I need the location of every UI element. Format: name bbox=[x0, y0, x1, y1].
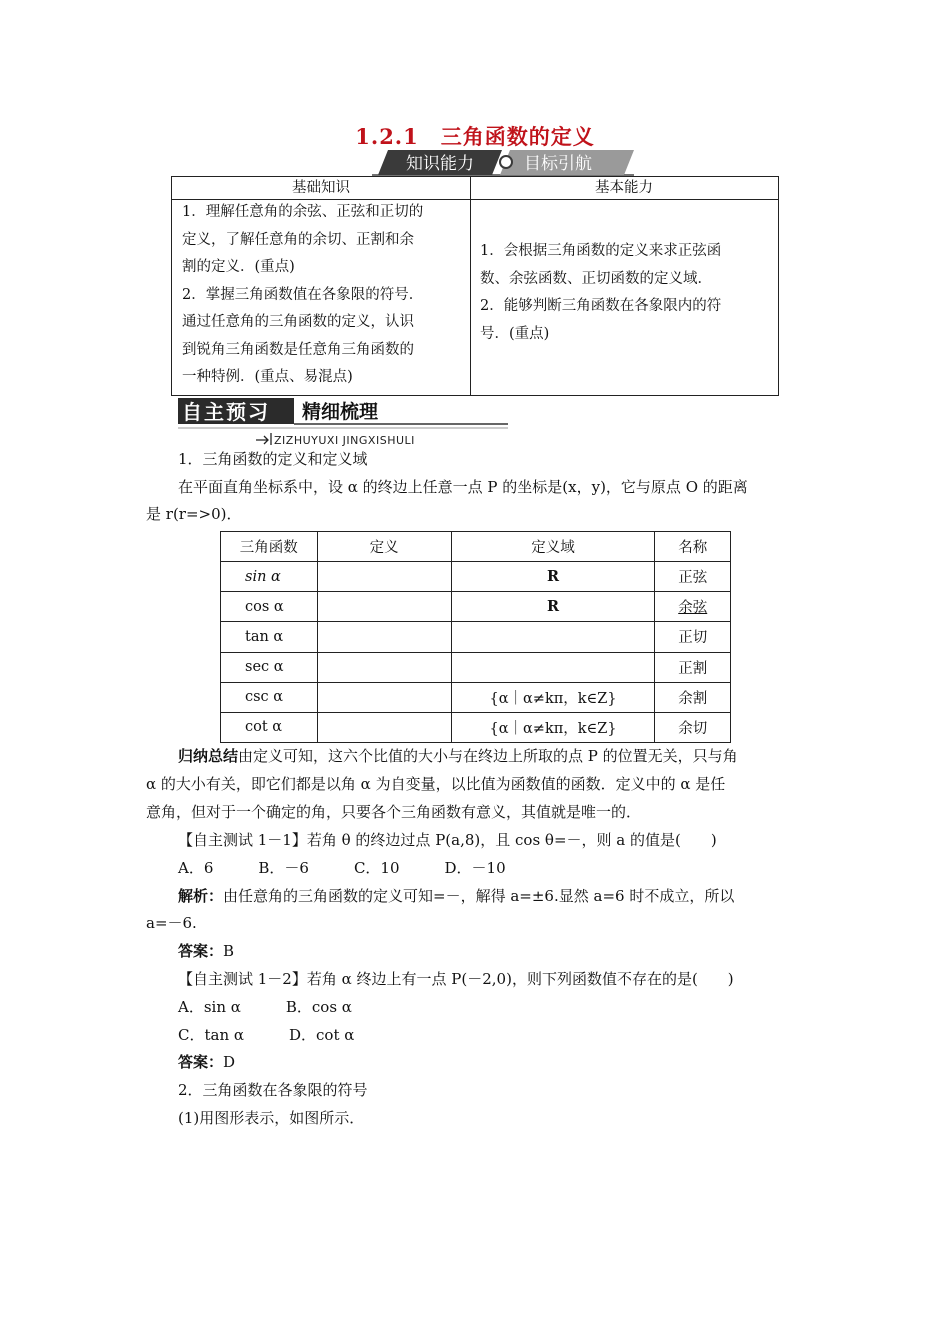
table-header-cell: 名称 bbox=[655, 532, 731, 562]
learning-goals-table bbox=[171, 176, 779, 396]
function-cell: cos α bbox=[221, 592, 318, 622]
banner-left-text: 知识能力 bbox=[406, 154, 474, 174]
name-cell: 正割 bbox=[655, 652, 731, 682]
table-row bbox=[221, 562, 731, 592]
column-divider bbox=[470, 177, 471, 395]
analysis-line bbox=[178, 885, 734, 906]
domain-cell: {α｜α≠kπ，k∈Z} bbox=[451, 712, 655, 742]
trig-definition-table bbox=[220, 531, 731, 743]
knowledge-line: 通过任意角的三角函数的定义，认识 bbox=[182, 314, 414, 330]
knowledge-line: 一种特例．(重点、易混点) bbox=[182, 369, 353, 385]
heading-quadrant-signs: 2．三角函数在各象限的符号 bbox=[178, 1081, 368, 1099]
table-header-cell: 定义 bbox=[317, 532, 451, 562]
knowledge-line: 定义，了解任意角的余切、正割和余 bbox=[182, 231, 414, 248]
name-cell: 余割 bbox=[655, 682, 731, 712]
question-1-options: A．6 B．－6 C．10 D．－10 bbox=[178, 859, 506, 877]
definition-cell bbox=[317, 622, 451, 652]
summary-text: 由定义可知，这六个比值的大小与在终边上所取的点 P 的位置无关，只与角 bbox=[238, 747, 738, 765]
question-1: 【自主测试 1－1】若角 θ 的终边过点 P(a,8)，且 cos θ=－，则 a 的值是( ) bbox=[178, 831, 717, 849]
answer-value: B bbox=[223, 942, 235, 960]
domain-cell bbox=[451, 622, 655, 652]
page-title: 1.2.1 三角函数的定义 bbox=[355, 124, 595, 149]
summary-line: 意角，但对于一个确定的角，只要各个三角函数有意义，其值就是唯一的． bbox=[146, 803, 642, 821]
definition-cell bbox=[317, 712, 451, 742]
definition-cell bbox=[317, 592, 451, 622]
answer-value: D bbox=[223, 1053, 236, 1071]
summary-line bbox=[178, 745, 738, 766]
name-cell: 正切 bbox=[655, 622, 731, 652]
knowledge-line: 2．掌握三角函数值在各象限的符号． bbox=[182, 286, 424, 303]
question-2: 【自主测试 1－2】若角 α 终边上有一点 P(－2,0)，则下列函数值不存在的是( ) bbox=[178, 970, 734, 988]
answer-2 bbox=[178, 1051, 235, 1072]
answer-label: 答案： bbox=[178, 1053, 224, 1071]
section-label-a: 自主预习 bbox=[182, 400, 270, 424]
table-row bbox=[221, 682, 731, 712]
paragraph-line: (1)用图形表示，如图所示． bbox=[178, 1109, 365, 1127]
summary-line: α 的大小有关，即它们都是以角 α 为自变量，以比值为函数值的函数．定义中的 α 是任 bbox=[146, 775, 726, 793]
definition-cell bbox=[317, 652, 451, 682]
table-row bbox=[221, 712, 731, 742]
name-cell: 余弦 bbox=[655, 592, 731, 622]
analysis-label: 解析： bbox=[178, 887, 224, 905]
self-study-section-banner bbox=[178, 398, 508, 446]
analysis-line: a=－6. bbox=[146, 914, 197, 932]
knowledge-ability-banner bbox=[372, 148, 634, 176]
name-cell: 余切 bbox=[655, 712, 731, 742]
basic-ability-header: 基本能力 bbox=[470, 177, 778, 200]
definition-cell bbox=[317, 682, 451, 712]
table-row bbox=[221, 592, 731, 622]
ability-line: 2．能够判断三角函数在各象限内的符 bbox=[480, 298, 722, 314]
knowledge-line: 到锐角三角函数是任意角三角函数的 bbox=[182, 341, 414, 358]
domain-cell bbox=[451, 652, 655, 682]
name-cell: 正弦 bbox=[655, 562, 731, 592]
table-row bbox=[221, 652, 731, 682]
basic-knowledge-header: 基础知识 bbox=[172, 177, 470, 200]
section-label-b: 精细梳理 bbox=[302, 401, 379, 423]
function-cell: sin α bbox=[221, 562, 318, 592]
summary-label: 归纳总结 bbox=[178, 747, 239, 765]
function-cell: sec α bbox=[221, 652, 318, 682]
function-cell: cot α bbox=[221, 712, 318, 742]
question-2-options: C．tan α D．cot α bbox=[178, 1026, 355, 1044]
section-pinyin: ZIZHUYUXI JINGXISHULI bbox=[274, 434, 415, 446]
ability-line: 1．会根据三角函数的定义来求正弦函 bbox=[480, 243, 722, 259]
knowledge-list bbox=[182, 199, 423, 392]
paragraph-line: 在平面直角坐标系中，设 α 的终边上任意一点 P 的坐标是(x，y)，它与原点 O 的距离 bbox=[178, 478, 748, 496]
paragraph-line: 是 r(r=>0)． bbox=[146, 505, 242, 523]
definition-cell bbox=[317, 562, 451, 592]
heading-definition: 1．三角函数的定义和定义域 bbox=[178, 450, 368, 468]
function-cell: tan α bbox=[221, 622, 318, 652]
question-2-options: A．sin α B．cos α bbox=[178, 998, 352, 1016]
function-cell: csc α bbox=[221, 682, 318, 712]
table-header-row bbox=[221, 532, 731, 562]
analysis-text: 由任意角的三角函数的定义可知=－，解得 a=±6.显然 a=6 时不成立，所以 bbox=[223, 887, 735, 905]
table-header-cell: 三角函数 bbox=[221, 532, 318, 562]
ability-line: 号．(重点) bbox=[480, 325, 550, 342]
ability-list bbox=[480, 238, 721, 348]
answer-label: 答案： bbox=[178, 942, 224, 960]
table-row bbox=[221, 622, 731, 652]
domain-cell: {α｜α≠kπ，k∈Z} bbox=[451, 682, 655, 712]
ability-line: 数、余弦函数、正切函数的定义域． bbox=[480, 270, 712, 287]
knowledge-line: 1．理解任意角的余弦、正弦和正切的 bbox=[182, 204, 424, 220]
domain-cell: R bbox=[451, 562, 655, 592]
arrow-right-icon bbox=[256, 436, 268, 444]
knowledge-line: 割的定义．(重点) bbox=[182, 259, 295, 275]
banner-right-text: 目标引航 bbox=[524, 154, 592, 174]
answer-1 bbox=[178, 940, 234, 961]
table-header-cell: 定义域 bbox=[451, 532, 655, 562]
domain-cell: R bbox=[451, 592, 655, 622]
